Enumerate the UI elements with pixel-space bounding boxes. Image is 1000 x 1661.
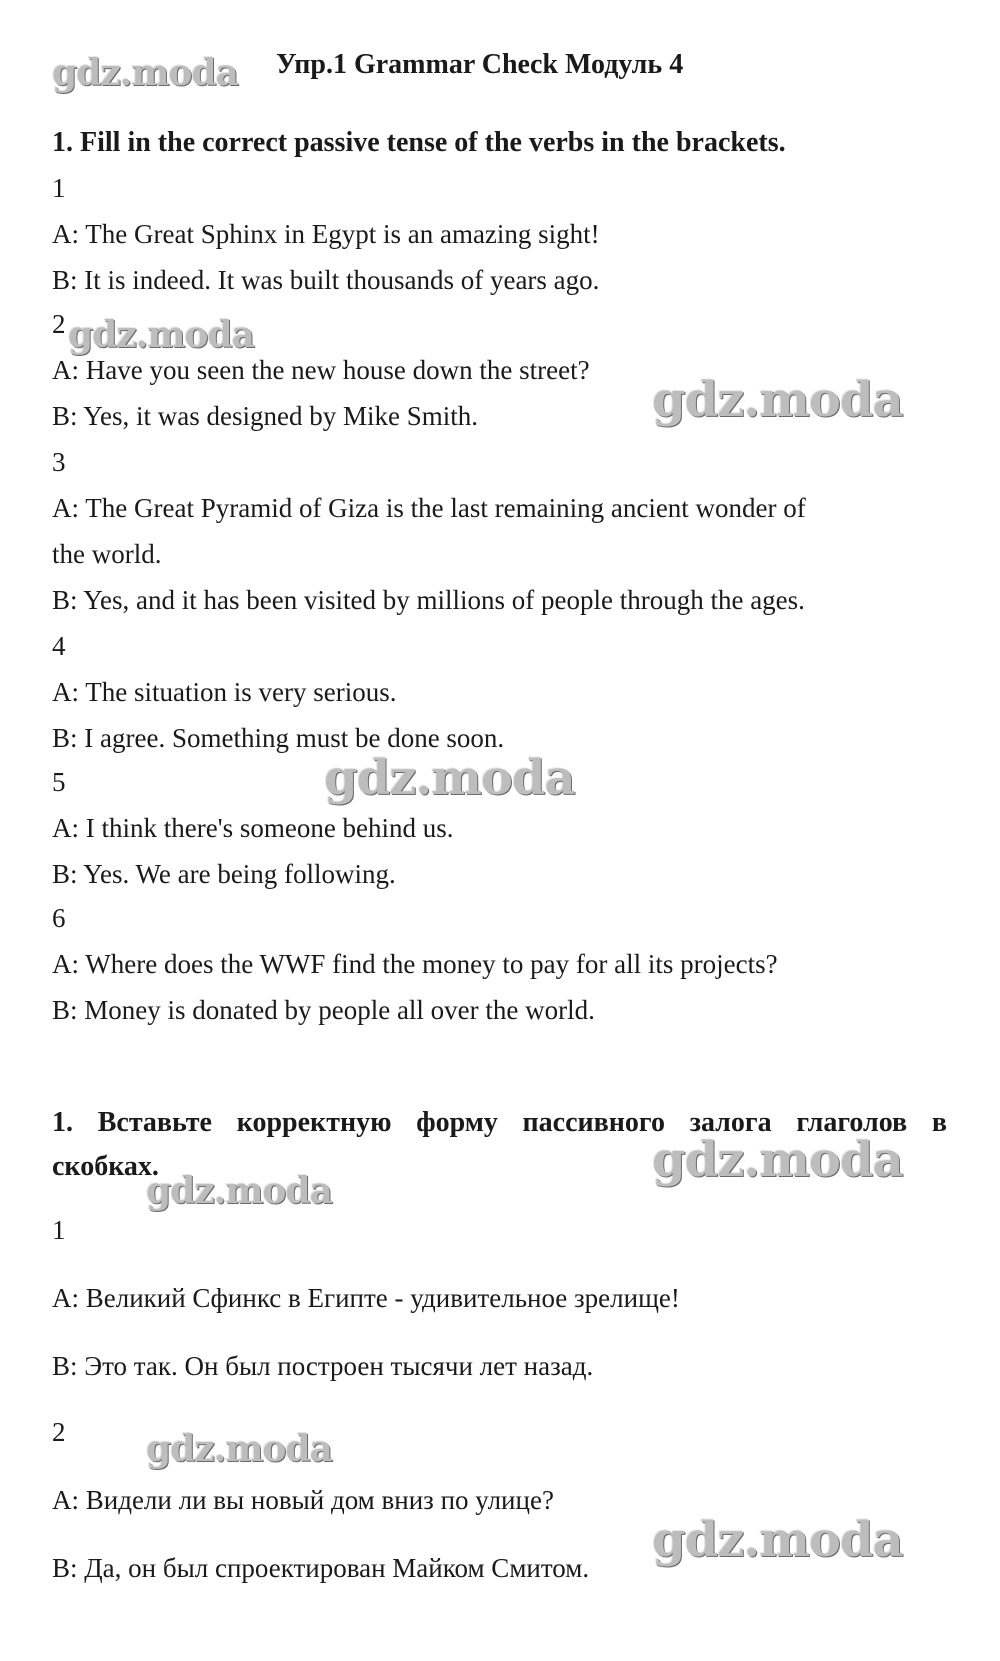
heading-word: пассивного bbox=[522, 1107, 665, 1138]
item-number: 4 bbox=[52, 631, 66, 661]
item-number: 3 bbox=[52, 447, 66, 477]
watermark-logo: gdz.moda bbox=[68, 314, 254, 356]
watermark-logo: gdz.moda bbox=[146, 1170, 332, 1212]
dialogue-line-b: B: It is indeed. It was built thousands of years ago. bbox=[52, 265, 600, 295]
heading-word: глаголов bbox=[796, 1107, 908, 1138]
page-title: Упр.1 Grammar Check Модуль 4 bbox=[276, 49, 684, 80]
dialogue-line-a: A: Великий Сфинкс в Египте - удивительное зрелище! bbox=[52, 1283, 680, 1313]
heading-word: корректную bbox=[236, 1107, 392, 1138]
dialogue-line-a: A: The Great Pyramid of Giza is the last remaining ancient wonder of bbox=[52, 493, 806, 523]
dialogue-line-b: B: I agree. Something must be done soon. bbox=[52, 723, 505, 753]
item-number: 1 bbox=[52, 1215, 66, 1245]
dialogue-line-a-continued: the world. bbox=[52, 539, 162, 569]
dialogue-line-b: B: Money is donated by people all over the world. bbox=[52, 995, 595, 1025]
heading-word: 1. bbox=[52, 1107, 73, 1138]
dialogue-line-a: A: Видели ли вы новый дом вниз по улице? bbox=[52, 1485, 554, 1515]
dialogue-line-b: B: Yes. We are being following. bbox=[52, 859, 396, 889]
exercise-heading-ru-line2: скобках. bbox=[52, 1151, 159, 1182]
exercise-heading-ru bbox=[52, 1106, 947, 1140]
dialogue-line-b: B: Yes, it was designed by Mike Smith. bbox=[52, 401, 479, 431]
heading-word: Вставьте bbox=[97, 1107, 212, 1138]
item-number: 6 bbox=[52, 903, 66, 933]
watermark-logo: gdz.moda bbox=[652, 1512, 903, 1568]
dialogue-line-a: A: Have you seen the new house down the street? bbox=[52, 355, 590, 385]
heading-word: в bbox=[931, 1107, 947, 1138]
item-number: 2 bbox=[52, 309, 66, 339]
dialogue-line-a: A: I think there's someone behind us. bbox=[52, 813, 454, 843]
watermark-logo: gdz.moda bbox=[146, 1428, 332, 1470]
item-number: 2 bbox=[52, 1417, 66, 1447]
watermark-logo: gdz.moda bbox=[652, 372, 903, 428]
heading-word: форму bbox=[416, 1107, 498, 1138]
heading-word: залога bbox=[689, 1107, 772, 1138]
watermark-logo: gdz.moda bbox=[324, 750, 575, 806]
dialogue-line-a: A: Where does the WWF find the money to pay for all its projects? bbox=[52, 949, 778, 979]
item-number: 1 bbox=[52, 173, 66, 203]
dialogue-line-b: B: Да, он был спроектирован Майком Смитом. bbox=[52, 1553, 590, 1583]
exercise-heading-en: 1. Fill in the correct passive tense of the verbs in the brackets. bbox=[52, 127, 786, 158]
watermark-logo: gdz.moda bbox=[52, 52, 238, 94]
dialogue-line-a: A: The Great Sphinx in Egypt is an amazing sight! bbox=[52, 219, 600, 249]
dialogue-line-b: B: Yes, and it has been visited by millions of people through the ages. bbox=[52, 585, 805, 615]
item-number: 5 bbox=[52, 767, 66, 797]
dialogue-line-b: B: Это так. Он был построен тысячи лет назад. bbox=[52, 1351, 594, 1381]
dialogue-line-a: A: The situation is very serious. bbox=[52, 677, 397, 707]
watermark-logo: gdz.moda bbox=[652, 1132, 903, 1188]
